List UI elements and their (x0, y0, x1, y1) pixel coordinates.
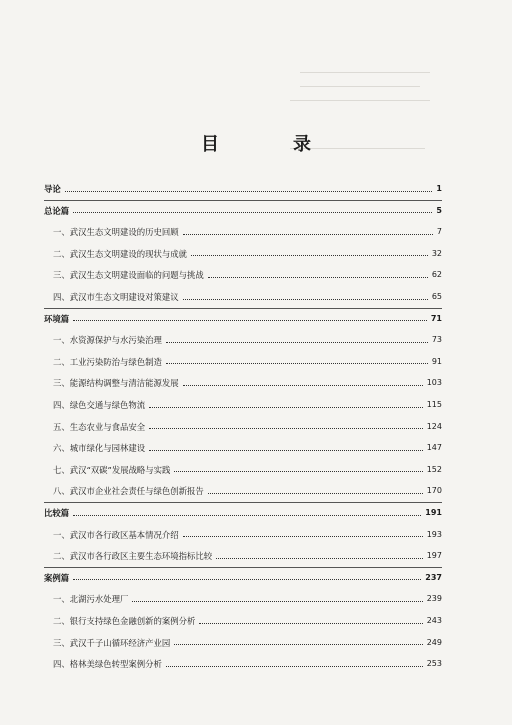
toc-entry-label: 一、武汉市各行政区基本情况介绍 (53, 529, 179, 540)
toc-entry-page-number: 193 (426, 529, 442, 539)
toc-entry-label: 总论篇 (44, 205, 70, 216)
toc-part-entry[interactable] (44, 506, 442, 520)
dot-leader (183, 234, 433, 235)
dot-leader (208, 493, 423, 494)
toc-entry-page-number: 237 (425, 572, 442, 582)
dot-leader (132, 601, 422, 602)
toc-chapter-entry[interactable] (44, 636, 442, 650)
part-separator (44, 200, 442, 201)
toc-entry-label: 四、绿色交通与绿色物流 (53, 400, 146, 410)
toc-entry-page-number: 170 (426, 486, 442, 496)
toc-entry-page-number: 253 (426, 659, 442, 669)
dot-leader (183, 536, 423, 537)
toc-chapter-entry[interactable] (44, 376, 442, 390)
toc-chapter-entry[interactable] (44, 290, 442, 304)
bleed-through-line (300, 86, 420, 87)
bleed-through-line (290, 100, 430, 101)
toc-entry-page-number: 32 (431, 248, 442, 258)
toc-entry-label: 一、水资源保护与水污染治理 (53, 335, 162, 346)
toc-entry-page-number: 115 (426, 400, 442, 409)
toc-entry-page-number: 62 (431, 270, 442, 280)
toc-entry-label: 二、银行支持绿色金融创新的案例分析 (53, 616, 196, 626)
toc-entry-label: 二、工业污染防治与绿色制造 (53, 356, 162, 367)
dot-leader (73, 579, 421, 580)
toc-entry-page-number: 91 (431, 356, 442, 366)
toc-entry-label: 三、能源结构调整与清洁能源发展 (53, 378, 179, 389)
toc-part-entry[interactable] (44, 204, 442, 218)
dot-leader (73, 212, 432, 213)
toc-entry-label: 一、武汉生态文明建设的历史回顾 (53, 227, 179, 238)
toc-entry-label: 二、武汉生态文明建设的现状与成就 (53, 248, 187, 259)
toc-entry-page-number: 152 (426, 464, 442, 474)
part-separator (44, 308, 442, 309)
dot-leader (73, 515, 421, 516)
dot-leader (216, 558, 423, 559)
toc-entry-page-number: 249 (426, 637, 442, 647)
toc-chapter-entry[interactable] (44, 225, 442, 239)
toc-entry-label: 六、城市绿化与园林建设 (53, 443, 146, 454)
toc-entry-label: 四、格林美绿色转型案例分析 (53, 659, 162, 670)
page-title: 目 录 (201, 134, 339, 155)
toc-entry-label: 八、武汉市企业社会责任与绿色创新报告 (53, 486, 204, 497)
toc-part-entry[interactable] (44, 571, 442, 585)
dot-leader (174, 471, 422, 472)
toc-chapter-entry[interactable] (44, 441, 442, 455)
dot-leader (166, 666, 423, 667)
toc-entry-page-number: 7 (436, 227, 442, 237)
toc-chapter-entry[interactable] (44, 549, 442, 563)
dot-leader (183, 385, 423, 386)
toc-entry-label: 五、生态农业与食品安全 (53, 421, 146, 432)
toc-chapter-entry[interactable] (44, 463, 442, 477)
bleed-through-line (300, 72, 430, 73)
toc-chapter-entry[interactable] (44, 484, 442, 498)
toc-entry-page-number: 191 (425, 508, 442, 517)
dot-leader (149, 407, 423, 408)
dot-leader (166, 363, 428, 364)
toc-entry-label: 二、武汉市各行政区主要生态环境指标比较 (53, 551, 213, 562)
toc-entry-page-number: 243 (426, 616, 442, 625)
toc-chapter-entry[interactable] (44, 592, 442, 606)
toc-entry-page-number: 124 (426, 421, 442, 431)
dot-leader (183, 299, 428, 300)
toc-entry-label: 七、武汉“双碳”发展战略与实践 (53, 464, 171, 475)
dot-leader (149, 428, 423, 429)
toc-chapter-entry[interactable] (44, 528, 442, 542)
toc-entry-label: 一、北湖污水处理厂 (53, 594, 129, 605)
dot-leader (65, 191, 433, 192)
toc-entry-page-number: 147 (426, 443, 442, 453)
toc-chapter-entry[interactable] (44, 614, 442, 628)
toc-entry-page-number: 5 (436, 205, 442, 215)
toc-entry-page-number: 1 (436, 184, 442, 193)
toc-entry-page-number: 71 (430, 313, 442, 323)
toc-chapter-entry[interactable] (44, 355, 442, 369)
toc-entry-page-number: 197 (426, 551, 442, 561)
dot-leader (166, 342, 428, 343)
part-separator (44, 567, 442, 568)
toc-chapter-entry[interactable] (44, 268, 442, 282)
dot-leader (191, 255, 428, 256)
toc-entry-label: 四、武汉市生态文明建设对策建议 (53, 292, 179, 302)
toc-chapter-entry[interactable] (44, 247, 442, 261)
dot-leader (174, 644, 422, 645)
toc-entry-label: 环境篇 (44, 313, 70, 324)
toc-chapter-entry[interactable] (44, 398, 442, 412)
dot-leader (73, 320, 427, 321)
toc-entry-page-number: 73 (431, 335, 442, 345)
toc-entry-label: 三、武汉生态文明建设面临的问题与挑战 (53, 270, 204, 281)
toc-part-entry[interactable] (44, 182, 442, 196)
part-separator (44, 502, 442, 503)
dot-leader (199, 623, 422, 624)
toc-entry-label: 三、武汉千子山循环经济产业园 (53, 637, 171, 648)
dot-leader (149, 450, 423, 451)
toc-chapter-entry[interactable] (44, 657, 442, 671)
toc-entry-page-number: 239 (426, 594, 442, 604)
toc-chapter-entry[interactable] (44, 420, 442, 434)
toc-entry-page-number: 103 (426, 378, 442, 388)
toc-part-entry[interactable] (44, 312, 442, 326)
toc-entry-label: 比较篇 (44, 508, 70, 518)
dot-leader (208, 277, 428, 278)
toc-entry-page-number: 65 (431, 292, 442, 301)
toc-entry-label: 案例篇 (44, 572, 70, 583)
toc-entry-label: 导论 (44, 184, 61, 194)
toc-chapter-entry[interactable] (44, 333, 442, 347)
